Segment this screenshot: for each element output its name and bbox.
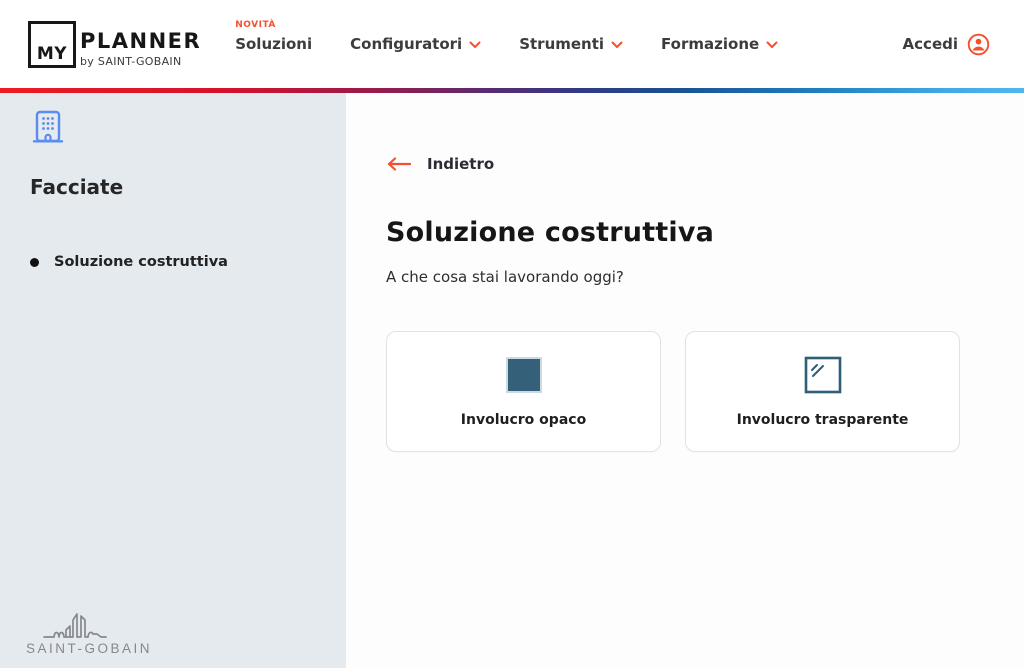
logo-my-text: MY <box>36 43 68 64</box>
logo-planner-text: PLANNER <box>80 28 202 53</box>
sidebar-item-label: Soluzione costruttiva <box>54 254 228 270</box>
back-label: Indietro <box>427 155 495 173</box>
nav-item-label: Soluzioni <box>235 35 313 53</box>
building-icon <box>30 110 66 144</box>
card-label: Involucro trasparente <box>736 412 909 428</box>
chevron-down-icon <box>766 41 778 49</box>
saint-gobain-skyline-icon <box>42 606 124 640</box>
novita-badge: NOVITÀ <box>235 20 276 30</box>
login-button[interactable] <box>903 33 990 56</box>
nav-item-label: Configuratori <box>350 35 463 53</box>
nav-item-configuratori[interactable] <box>350 35 481 53</box>
nav-item-strumenti[interactable] <box>519 35 623 53</box>
card-involucro-trasparente[interactable] <box>685 331 960 452</box>
card-involucro-opaco[interactable] <box>386 331 661 452</box>
nav-item-soluzioni[interactable] <box>235 20 313 53</box>
saint-gobain-logo-text: SAINT-GOBAIN <box>26 641 153 656</box>
sidebar-section-title: Facciate <box>30 175 124 199</box>
page-title: Soluzione costruttiva <box>386 217 715 248</box>
nav-item-label: Formazione <box>661 35 760 53</box>
logo-byline: by SAINT-GOBAIN <box>80 54 182 68</box>
back-arrow-icon <box>386 157 411 171</box>
top-nav-bar <box>0 0 1024 88</box>
transparent-pane-icon <box>803 355 843 395</box>
card-label: Involucro opaco <box>460 412 587 428</box>
main-nav <box>235 20 778 53</box>
opaque-square-icon <box>506 357 542 393</box>
active-step-bullet <box>30 258 39 267</box>
nav-item-formazione[interactable] <box>661 35 778 53</box>
back-link[interactable] <box>386 155 494 173</box>
choice-cards <box>386 331 1024 452</box>
account-circle-icon <box>967 33 990 56</box>
myplanner-logo[interactable] <box>28 21 201 68</box>
nav-item-label: Strumenti <box>519 35 605 53</box>
sidebar-step-list <box>30 254 316 270</box>
page-subtitle: A che cosa stai lavorando oggi? <box>386 268 624 286</box>
chevron-down-icon <box>469 41 481 49</box>
sidebar <box>0 93 346 668</box>
chevron-down-icon <box>611 41 623 49</box>
sidebar-item-soluzione-costruttiva[interactable] <box>30 254 316 270</box>
main-content <box>346 93 1024 668</box>
login-label: Accedi <box>902 35 958 53</box>
logo-my-box <box>28 21 76 68</box>
saint-gobain-footer-logo <box>26 606 152 656</box>
